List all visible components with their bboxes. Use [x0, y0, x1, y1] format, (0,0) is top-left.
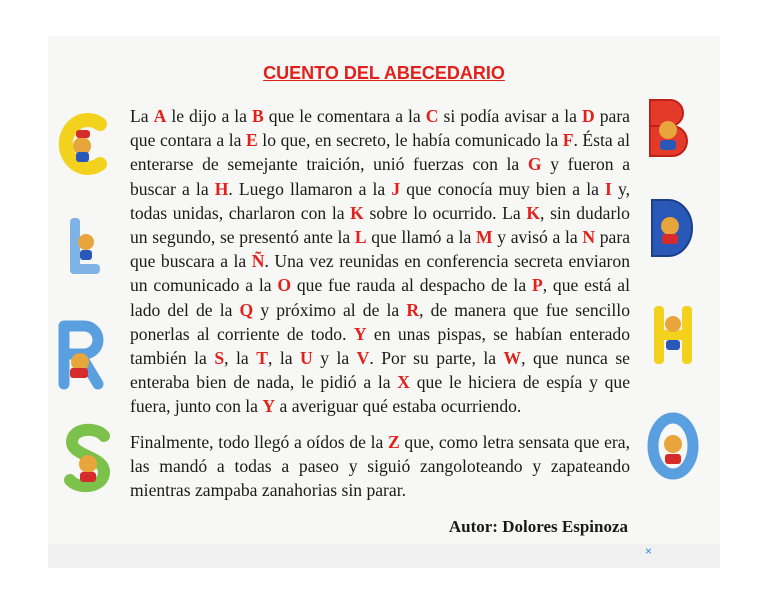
story-text: para que buscara a la — [130, 227, 631, 272]
story-text: le dijo a la — [166, 106, 252, 126]
bear-letter-r-icon — [54, 318, 108, 392]
story-text: , sin dudarlo un segundo, se presentó ante la — [130, 202, 630, 248]
story-paragraph-1 — [130, 104, 630, 419]
bear-letter-o-icon — [646, 410, 700, 482]
highlighted-letter: F — [562, 130, 574, 151]
highlighted-letter: G — [527, 154, 542, 175]
highlighted-letter: S — [214, 348, 225, 369]
bear-icon — [78, 234, 94, 250]
highlighted-letter: I — [605, 178, 612, 199]
story-text: , que está al lado del de la — [130, 275, 630, 320]
story-text: lo que, en secreto, le había comunicado la — [257, 130, 563, 151]
highlighted-letter: P — [531, 275, 543, 296]
highlighted-letter: Y — [353, 323, 367, 344]
highlighted-letter: N — [582, 227, 596, 248]
story-text: en unas pispas, se habían enterado también la — [130, 323, 631, 369]
story-body — [130, 104, 630, 502]
story-text: , la — [224, 348, 257, 369]
close-icon[interactable]: × — [645, 544, 653, 558]
story-text: que le hiciera de espía y que fuera, junto con la — [130, 372, 631, 417]
highlighted-letter: K — [350, 202, 364, 223]
story-text: , de manera que fue sencillo ponerlas al corriente de todo. — [130, 299, 630, 344]
story-text: y la — [312, 348, 357, 369]
highlighted-letter: A — [153, 106, 167, 126]
story-paragraph-2 — [130, 430, 630, 503]
highlighted-letter: Y — [262, 396, 276, 417]
bear-icon — [665, 316, 681, 332]
ad-bar — [48, 544, 720, 568]
highlighted-letter: Z — [387, 431, 400, 452]
bear-icon — [659, 121, 677, 139]
highlighted-letter: V — [356, 348, 370, 369]
bear-letter-h-icon — [648, 300, 700, 370]
bear-letter-s-icon — [60, 422, 116, 496]
story-text: que conocía muy bien a la — [400, 178, 605, 199]
story-text: a averiguar qué estaba ocurriendo. — [275, 396, 522, 417]
highlighted-letter: X — [397, 372, 410, 393]
highlighted-letter: T — [256, 348, 268, 369]
story-text: para que contara a la — [130, 106, 630, 151]
bear-icon — [661, 217, 679, 235]
story-text: La — [130, 106, 154, 126]
story-text: que le comentara a la — [263, 106, 426, 126]
story-text: que, como letra sensata que era, las mandó a todas a paseo y siguió zangoloteando y zapateando mientras zampaba zanahorias sin parar. — [130, 431, 630, 501]
story-text: que fue rauda al despacho de la — [291, 275, 532, 296]
story-text: . Por su parte, la — [369, 348, 504, 369]
author-credit: Autor: Dolores Espinoza — [448, 517, 628, 536]
highlighted-letter: L — [354, 227, 367, 248]
story-text: Finalmente, todo llegó a oídos de la — [130, 431, 388, 452]
highlighted-letter: C — [425, 106, 439, 126]
story-text: , la — [267, 348, 300, 369]
highlighted-letter: R — [406, 299, 420, 320]
highlighted-letter: O — [277, 275, 292, 296]
story-text: y fueron a buscar a la — [130, 154, 631, 199]
highlighted-letter: Ñ — [251, 251, 265, 272]
highlighted-letter: D — [581, 106, 595, 126]
bear-letter-c-icon — [56, 112, 112, 176]
bear-letter-d-icon — [644, 194, 698, 264]
story-text: . Luego llamaron a la — [228, 178, 392, 199]
highlighted-letter: U — [300, 348, 313, 369]
highlighted-letter: B — [252, 106, 264, 126]
story-text: sobre lo ocurrido. La — [363, 202, 527, 223]
story-text: y próximo al de la — [253, 299, 407, 320]
story-text: . Una vez reunidas en conferencia secreta enviaron un comunicado a la — [130, 251, 630, 296]
bear-icon — [664, 435, 682, 453]
highlighted-letter: Q — [239, 299, 254, 320]
highlighted-letter: J — [391, 178, 401, 199]
highlighted-letter: W — [503, 348, 522, 369]
highlighted-letter: E — [245, 130, 258, 151]
highlighted-letter: M — [475, 227, 493, 248]
highlighted-letter: K — [526, 202, 541, 223]
page-title: CUENTO DEL ABECEDARIO — [263, 63, 505, 83]
bear-letter-b-icon — [640, 94, 696, 164]
story-text: que llamó a la — [366, 227, 476, 248]
story-text: , que nunca se enteraba bien de nada, le pidió a la — [130, 348, 630, 393]
story-text: . Ésta al enterarse de semejante traición, unió fuerzas con la — [130, 130, 630, 175]
story-text: si podía avisar a la — [438, 106, 582, 126]
story-text: y, todas unidas, charlaron con la — [130, 178, 631, 223]
highlighted-letter: H — [214, 178, 229, 199]
bear-icon — [79, 455, 97, 473]
bear-letter-l-icon — [62, 212, 106, 282]
story-text: y avisó a la — [492, 227, 583, 248]
